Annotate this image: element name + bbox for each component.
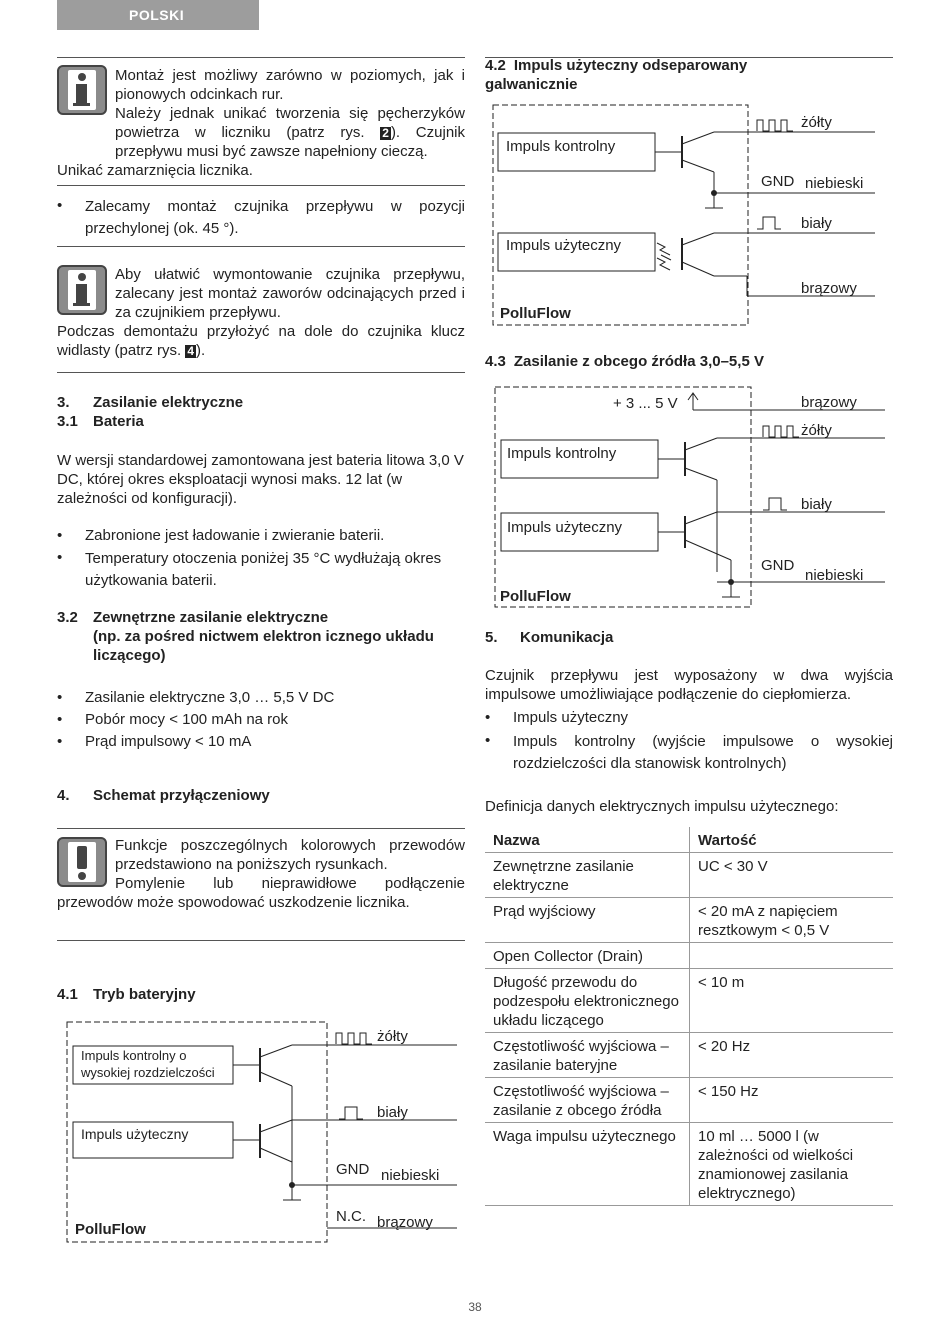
box-label: Impuls użyteczny <box>81 1126 189 1142</box>
bullet-text: Zalecamy montaż czujnika przepływu w pozycji przechylonej (ok. 45 °). <box>85 198 465 237</box>
bullet-item: • Zalecamy montaż czujnika przepływu w pozycji przechylonej (ok. 45 °). <box>57 196 465 238</box>
table-cell: UC < 30 V <box>690 853 894 898</box>
wire-label: biały <box>377 1104 408 1121</box>
divider <box>57 372 465 373</box>
section-heading: 4. Schemat przyłączeniowy <box>57 787 270 804</box>
wire-label: niebieski <box>805 175 864 192</box>
table-cell <box>690 943 894 969</box>
electrical-data-table <box>485 827 893 1206</box>
wire-label: biały <box>801 215 832 232</box>
divider <box>57 57 465 58</box>
section-heading: 4.3 Zasilanie z obcego źródła 3,0–5,5 V <box>485 353 764 370</box>
bullet-text: Prąd impulsowy < 10 mA <box>85 733 252 750</box>
language-label: POLSKI <box>129 7 185 23</box>
table-cell: 10 ml … 5000 l (w zależności od wielkości znamionowej zasilania elektrycznego) <box>690 1123 894 1206</box>
bullet-text: Zasilanie elektryczne 3,0 … 5,5 V DC <box>85 689 335 706</box>
wire-label: brązowy <box>801 394 857 411</box>
brand-label: PolluFlow <box>500 305 571 322</box>
table-row <box>485 1123 893 1206</box>
section-heading: 3. Zasilanie elektryczne <box>57 394 244 411</box>
communication-text: Czujnik przepływu jest wyposażony w dwa wyjścia impulsowe umożliwiające podłączenie do ciepłomierza. <box>485 667 893 703</box>
section-heading: 3.2 Zewnętrzne zasilanie elektryczne (np. za pośred nictwem elektron icznego układu liczącego) <box>57 609 434 664</box>
diagram-external-power <box>485 382 895 610</box>
box-label: Impuls kontrolny <box>506 138 616 155</box>
bullet-text: Temperatury otoczenia poniżej 35 °C wydłużają okres użytkowania baterii. <box>85 550 442 589</box>
section-heading: 4.2 Impuls użyteczny odseparowany galwanicznie <box>485 57 748 93</box>
brand-label: PolluFlow <box>500 588 571 605</box>
table-row <box>485 1078 893 1123</box>
diagram-battery-mode <box>57 1010 467 1250</box>
diagram-galvanic <box>485 100 895 330</box>
table-cell: < 10 m <box>690 969 894 1033</box>
wire-label: biały <box>801 496 832 513</box>
wire-label: N.C. <box>336 1208 366 1225</box>
note-text: ). <box>196 342 206 359</box>
wire-label: GND <box>761 173 795 190</box>
table-cell: < 150 Hz <box>690 1078 894 1123</box>
table-cell: < 20 Hz <box>690 1033 894 1078</box>
table-cell: Długość przewodu do podzespołu elektronicznego układu liczącego <box>485 969 690 1033</box>
bullet-text: Impuls kontrolny (wyjście impulsowe o wysokiej rozdzielczości dla stanowisk kontrolnych) <box>513 733 893 772</box>
note-line: Montaż jest możliwy zarówno w poziomych, jak i pionowych odcinkach rur. <box>115 67 465 103</box>
figure-ref: 2 <box>382 126 389 140</box>
note-mounting <box>57 66 465 180</box>
divider <box>57 828 465 829</box>
wire-label: GND <box>336 1161 370 1178</box>
warning-text: Funkcje poszczególnych kolorowych przewodów przedstawiono na poniższych rysunkach. <box>115 837 465 873</box>
table-cell: Częstotliwość wyjściowa – zasilanie bateryjne <box>485 1033 690 1078</box>
note-valves: Aby ułatwić wymontowanie czujnika przepływu, zalecany jest montaż zaworów odcinających przed i za czujnikiem przepływu. <box>115 266 465 321</box>
brand-label: PolluFlow <box>75 1221 146 1238</box>
table-row <box>485 853 893 898</box>
table-cell: Open Collector (Drain) <box>485 943 690 969</box>
wire-label: niebieski <box>805 567 864 584</box>
wire-label: brązowy <box>377 1214 433 1231</box>
language-tab <box>57 0 259 30</box>
table-header-cell: Wartość <box>690 827 894 853</box>
divider <box>57 246 465 247</box>
divider <box>57 940 465 941</box>
box-label: Impuls kontrolny <box>507 445 617 462</box>
wire-label: brązowy <box>801 280 857 297</box>
box-label: Impuls kontrolny o <box>81 1048 187 1063</box>
box-label: Impuls użyteczny <box>506 237 622 254</box>
table-cell: Zewnętrzne zasilanie elektryczne <box>485 853 690 898</box>
info-icon <box>57 265 107 315</box>
wire-label: niebieski <box>381 1167 440 1184</box>
table-cell: Częstotliwość wyjściowa – zasilanie z obcego źródła <box>485 1078 690 1123</box>
note-text: ). Czujnik przepływu musi być zawsze napełniony cieczą. <box>115 124 465 160</box>
table-row <box>485 969 893 1033</box>
divider <box>57 185 465 186</box>
bullet-text: Zabronione jest ładowanie i zwieranie baterii. <box>85 527 385 544</box>
table-row <box>485 898 893 943</box>
wire-label: żółty <box>801 422 832 439</box>
table-row <box>485 1033 893 1078</box>
figure-ref: 4 <box>187 344 195 358</box>
table-header-cell: Nazwa <box>485 827 690 853</box>
note-line <box>57 104 465 161</box>
table-header-row <box>485 827 893 853</box>
table-cell: < 20 mA z napięciem resztkowym < 0,5 V <box>690 898 894 943</box>
section-heading: 4.1 Tryb bateryjny <box>57 986 196 1003</box>
wire-label: GND <box>761 557 795 574</box>
wire-label: żółty <box>801 114 832 131</box>
bullet-text: Pobór mocy < 100 mAh na rok <box>85 711 289 728</box>
page-number: 38 <box>468 1300 482 1314</box>
note-wrench <box>57 322 465 360</box>
box-label: wysokiej rozdzielczości <box>81 1065 215 1080</box>
warning-text: Pomylenie lub nieprawidłowe podłączenie przewodów może spowodować uszkodzenie licznika. <box>57 875 465 911</box>
table-cell: Prąd wyjściowy <box>485 898 690 943</box>
battery-text: W wersji standardowej zamontowana jest bateria litowa 3,0 V DC, której okres eksploatacji wynosi maks. 12 lat (w zależności od konfiguracji). <box>57 452 464 507</box>
bullet-text: Impuls użyteczny <box>513 709 629 726</box>
section-heading: 3.1 Bateria <box>57 413 144 430</box>
definition-text: Definicja danych elektrycznych impulsu użytecznego: <box>485 798 839 815</box>
table-row <box>485 943 893 969</box>
note-text: Należy jednak unikać tworzenia się pęcherzyków powietrza w liczniku (patrz rys. <box>115 105 465 141</box>
note-text: Podczas demontażu przyłożyć na dole do czujnika klucz widlasty (patrz rys. <box>57 323 465 359</box>
wire-label: + 3 ... 5 V <box>613 395 678 412</box>
wire-label: żółty <box>377 1028 408 1045</box>
section-heading: 5. Komunikacja <box>485 629 614 646</box>
box-label: Impuls użyteczny <box>507 519 623 536</box>
note-line: Unikać zamarznięcia licznika. <box>57 162 253 179</box>
table-cell: Waga impulsu użytecznego <box>485 1123 690 1206</box>
